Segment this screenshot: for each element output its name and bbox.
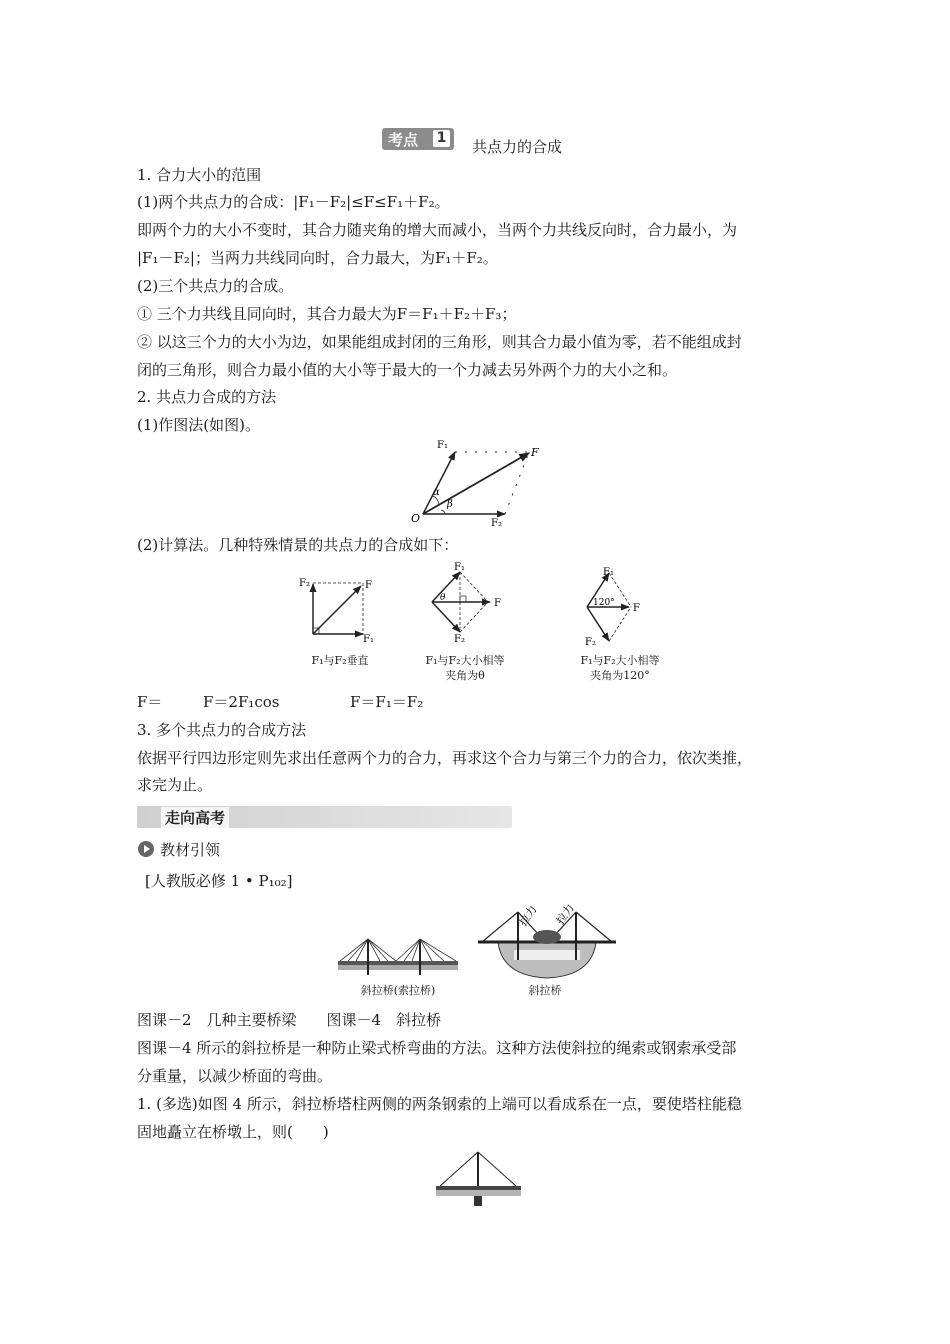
s3-f2: F₂ [585, 637, 596, 648]
play-icon [137, 840, 155, 858]
s3-caption-line2: 夹角为120° [590, 669, 650, 682]
formula-theta: F＝2F₁cos [203, 693, 280, 711]
s2-caption [405, 653, 525, 683]
s2-f1: F₁ [454, 562, 465, 573]
section-title: 走向高考 [161, 807, 229, 828]
bridge-force-label-1: 拉力 [516, 902, 540, 929]
figure-caption: 图课－2 几种主要桥梁 图课－4 斜拉桥 [137, 1011, 442, 1029]
special-case-perpendicular [295, 570, 385, 650]
two-force-rule: (1)两个共点力的合成：|F₁－F₂|≤F≤F₁＋F₂。 [137, 193, 450, 211]
s1-f2: F₂ [299, 578, 310, 589]
label-alpha: α [433, 487, 440, 498]
formula-120: F＝F₁＝F₂ [350, 693, 424, 711]
textbook-ref: [人教版必修 1 • P₁₀₂] [145, 872, 293, 890]
formula-perpendicular: F＝ [137, 693, 163, 711]
question-line: 固地矗立在桥墩上，则( ) [137, 1123, 329, 1141]
special-case-theta [420, 560, 510, 645]
parallelogram-figure [405, 440, 555, 530]
s2-caption-line2: 夹角为θ [445, 669, 485, 682]
paragraph-line: 分重量，以减少桥面的弯曲。 [137, 1067, 333, 1085]
label-f2: F₂ [491, 518, 502, 529]
s1-f: F [365, 580, 372, 591]
s2-f2: F₂ [454, 634, 465, 645]
section-bar [137, 806, 512, 828]
question-line: 1. (多选)如图 4 所示，斜拉桥塔柱两侧的两条钢索的上端可以看成系在一点，要使塔柱能稳 [137, 1095, 742, 1113]
bridge-force-label-2: 拉力 [553, 901, 577, 927]
paragraph-line: 求完为止。 [137, 776, 213, 794]
bridge-left-figure [338, 935, 458, 980]
s1-f1: F₁ [363, 634, 374, 645]
s3-angle: 120° [593, 598, 615, 608]
special-case-120 [575, 565, 665, 650]
label-f1: F₁ [437, 440, 448, 451]
paragraph-line: 闭的三角形，则合力最小值的大小等于最大的一个力减去另外两个力的大小之和。 [137, 361, 678, 379]
topic-badge [382, 128, 454, 150]
heading-methods: 2. 共点力合成的方法 [137, 388, 277, 406]
paragraph-line: |F₁－F₂|；当两力共线同向时，合力最大，为F₁＋F₂。 [137, 249, 498, 267]
paragraph-line: ② 以这三个力的大小为边，如果能组成封闭的三角形，则其合力最小值为零，若不能组成封 [137, 333, 742, 351]
bridge-left-caption: 斜拉桥(索拉桥) [360, 984, 436, 997]
label-o: O [411, 512, 421, 525]
textbook-heading: 教材引领 [160, 841, 221, 859]
topic-badge-label: 考点 [388, 131, 419, 149]
s2-caption-line1: F₁与F₂大小相等 [425, 654, 505, 667]
s3-f1: F₁ [603, 567, 614, 578]
bridge-right-caption: 斜拉桥 [528, 984, 562, 997]
topic-badge-number: 1 [433, 130, 450, 147]
s3-f: F [633, 603, 640, 614]
s2-theta: θ [440, 593, 446, 603]
paragraph-line: 依据平行四边形定则先求出任意两个力的合力，再求这个合力与第三个力的合力，依次类推， [137, 749, 753, 767]
calc-method: (2)计算法。几种特殊情景的共点力的合成如下： [137, 536, 459, 554]
s3-caption [560, 653, 680, 683]
heading-range: 1. 合力大小的范围 [137, 166, 262, 184]
s3-caption-line1: F₁与F₂大小相等 [580, 654, 660, 667]
paragraph-line: 图课－4 所示的斜拉桥是一种防止梁式桥弯曲的方法。这种方法使斜拉的绳索或钢索承受部 [137, 1039, 737, 1057]
graphic-method: (1)作图法(如图)。 [137, 416, 260, 434]
paragraph-line: 即两个力的大小不变时，其合力随夹角的增大而减小，当两个力共线反向时，合力最小，为 [137, 221, 738, 239]
s2-f: F [494, 598, 501, 609]
topic-title: 共点力的合成 [472, 138, 563, 156]
s1-caption: F₁与F₂垂直 [311, 654, 369, 667]
label-f: F [531, 446, 539, 459]
bridge-question-figure [436, 1150, 521, 1208]
heading-multiple: 3. 多个共点力的合成方法 [137, 721, 307, 739]
three-force-heading: (2)三个共点力的合成。 [137, 277, 294, 295]
paragraph-line: ① 三个力共线且同向时，其合力最大为F＝F₁＋F₂＋F₃； [137, 305, 517, 323]
bridge-right-figure [478, 900, 616, 982]
label-beta: β [447, 499, 453, 510]
